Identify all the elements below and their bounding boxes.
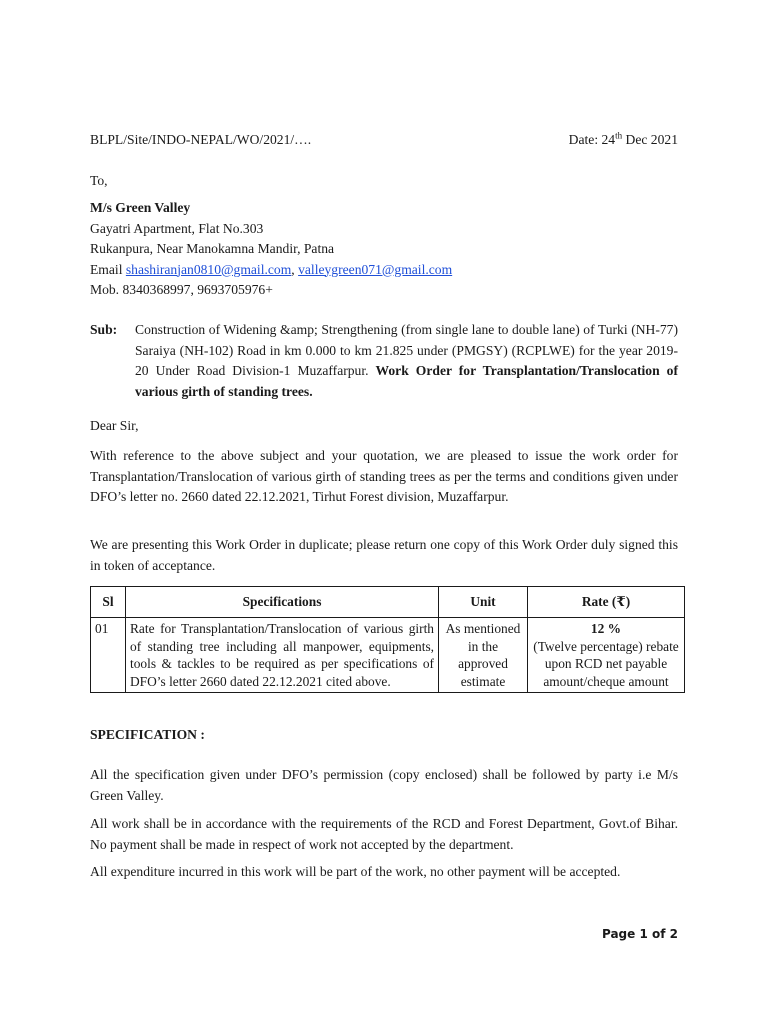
address-line-1: Gayatri Apartment, Flat No.303 — [90, 220, 264, 236]
email-line — [90, 260, 678, 281]
header-specifications: Specifications — [126, 587, 439, 618]
table-row — [91, 618, 685, 693]
subject-bold: Work Order for Transplantation/Translocation of various girth of standing trees. — [135, 363, 678, 399]
page-number — [602, 924, 678, 945]
cell-rate — [528, 618, 685, 693]
specification-paragraph-1: All the specification given under DFO’s permission (copy enclosed) shall be followed by party i.e M/s Green Valley. — [90, 767, 678, 803]
specification-paragraph-3: All expenditure incurred in this work will be part of the work, no other payment will be accepted. — [90, 864, 621, 879]
header-unit: Unit — [439, 587, 528, 618]
cell-unit: As mentioned in the approved estimate — [439, 618, 528, 693]
address-line-2: Rukanpura, Near Manokamna Mandir, Patna — [90, 241, 335, 256]
page-prefix: Page — [601, 927, 640, 941]
table-header-row — [91, 587, 685, 618]
date-day: Date: 24 — [568, 132, 616, 147]
email-label: Email — [90, 261, 126, 277]
paragraph-reference: With reference to the above subject and your quotation, we are pleased to issue the work order for Transplantation/Translocation of various girth of standing trees as per the terms and conditions given under DFO’s letter no. 2660 dated 22.12.2021, Tirhut Forest division, Muzaffarpur. — [90, 448, 678, 504]
subject-label: Sub: — [90, 322, 118, 337]
date-suffix: th — [615, 130, 623, 141]
recipient-company: M/s Green Valley — [90, 200, 191, 215]
subject-body: Construction of Widening &amp; Strengthening (from single lane to double lane) of Turki (NH-77) Saraiya (NH-102) Road in km 0.000 to km 21.825 under (PMGSY) (RCPLWE) for the year 2019-20 Under Road Division-1 Muzaffarpur. — [135, 322, 678, 378]
email-link-2[interactable]: valleygreen071@gmail.com — [298, 261, 453, 277]
mobile-line: Mob. 8340368997, 9693705976+ — [90, 282, 273, 297]
cell-spec: Rate for Transplantation/Translocation of various girth of standing tree including all manpower, equipments, tools & tackles to be required as per specifications of DFO’s letter 2660 dated 22.12.2021 cited above. — [126, 618, 439, 693]
header-rate: Rate (₹) — [528, 587, 685, 618]
letter-header — [90, 130, 678, 151]
header-sl: Sl — [91, 587, 126, 618]
letter-date — [569, 130, 678, 151]
page-current: 1 — [639, 927, 648, 941]
paragraph-duplicate: We are presenting this Work Order in duplicate; please return one copy of this Work Order duly signed this in token of acceptance. — [90, 537, 678, 573]
subject-text — [135, 320, 678, 402]
to-label: To, — [90, 173, 108, 188]
email-link-1[interactable]: shashiranjan0810@gmail.com — [125, 261, 292, 277]
rate-description: (Twelve percentage) rebate upon RCD net payable amount/cheque amount — [533, 638, 679, 689]
recipient-address — [90, 198, 678, 301]
specification-paragraph-2: All work shall be in accordance with the requirements of the RCD and Forest Department, Govt.of Bihar. No payment shall be made in respect of work not accepted by the department. — [90, 816, 678, 852]
reference-number: BLPL/Site/INDO-NEPAL/WO/2021/…. — [90, 132, 312, 147]
rate-percentage: 12 % — [590, 621, 622, 636]
cell-sl: 01 — [91, 618, 126, 693]
email-separator: , — [291, 261, 299, 277]
subject-block — [90, 320, 678, 402]
specification-heading: SPECIFICATION : — [90, 727, 205, 742]
date-month-year: Dec 2021 — [622, 132, 678, 147]
page-total: 2 — [669, 927, 678, 941]
salutation: Dear Sir, — [90, 418, 139, 433]
rate-table — [90, 586, 685, 693]
page-of: of — [647, 927, 670, 941]
